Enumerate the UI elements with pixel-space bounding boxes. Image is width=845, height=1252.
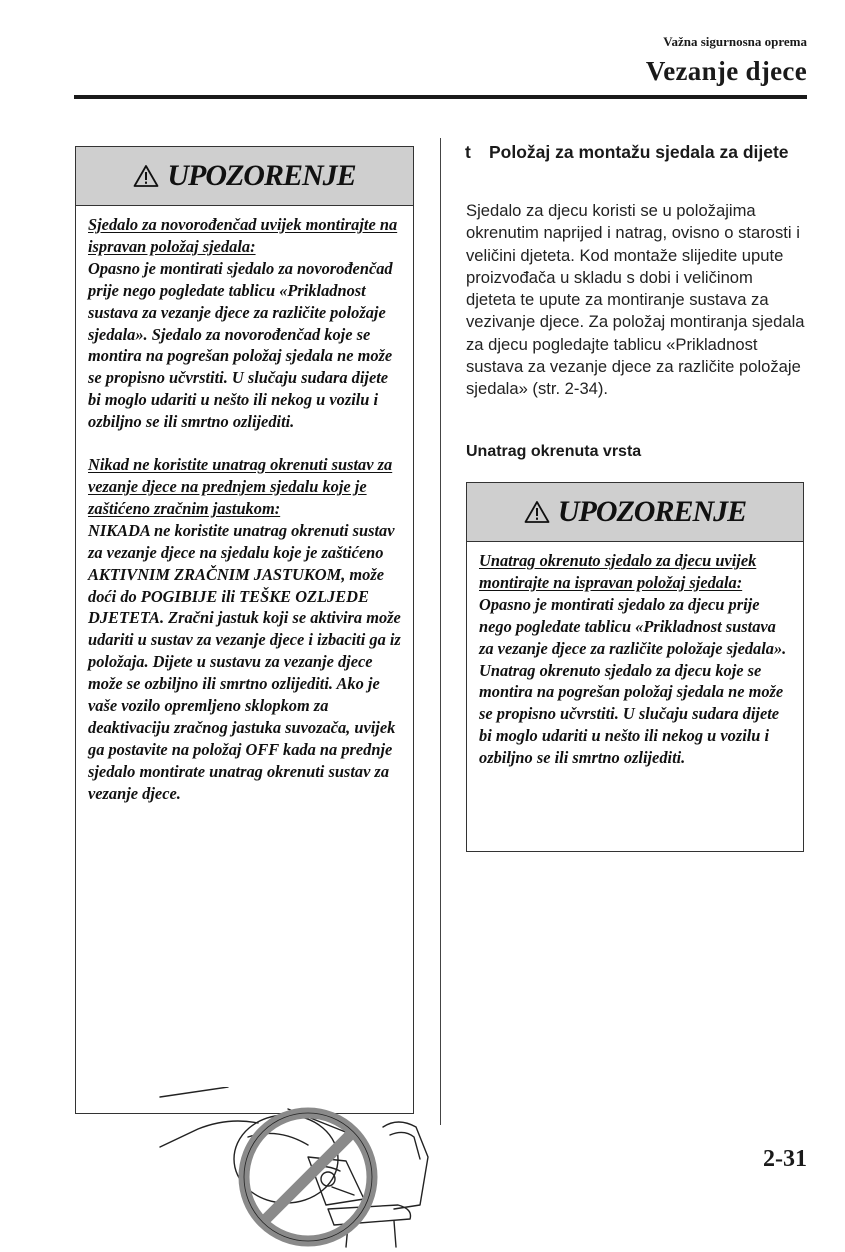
warning-triangle-icon [133,164,159,188]
warning-subheading: Nikad ne koristite unatrag okrenuti sustav za vezanje djece na prednjem sjedalu koje je zaštićeno zračnim jastukom: [88,455,393,518]
warning-body [467,542,803,777]
prohibited-airbag-illustration [158,1087,438,1252]
warning-body [76,206,413,813]
bullet-marker: t [465,142,471,162]
warning-paragraph: NIKADA ne koristite unatrag okrenuti sustav za vezanje djece na sjedalu koje je zaštićeno AKTIVNIM ZRAČNIM JASTUKOM, može doći do POGIBIJE ili TEŠKE OZLJEDE DJETETA. Zračni jastuk koji se aktivira može udariti u sustav za vezanje djece i izbaciti ga iz položaja. Dijete u sustavu za vezanje djece može se ozbiljno ili smrtno ozlijediti. Ako je vaše vozilo opremljeno sklopkom za deaktivaciju zračnog jastuka suvozača, uvijek ga postavite na položaj OFF kada na prednje sjedalo montirate unatrag okrenuti sustav za vezanje djece. [88,520,401,803]
warning-triangle-icon [524,500,550,524]
warning-box-rear-facing [466,482,804,852]
header-rule [74,95,807,99]
column-divider [440,138,441,1125]
warning-paragraph: Opasno je montirati sjedalo za djecu prije nego pogledate tablicu «Prikladnost sustava za vezanje djece za različite položaje sjedala». Unatrag okrenuto sjedalo za djecu koje se montira na pogrešan položaj sjedala ne može se propisno učvrstiti. U slučaju sudara dijete bi moglo udariti u nešto ili nekog u vozilu i ozbiljno se ili smrtno ozlijediti. [479,594,787,768]
warning-header [467,483,803,542]
page-number: 2-31 [763,1146,807,1172]
section-heading [465,140,805,164]
body-paragraph: Sjedalo za djecu koristi se u položajima okrenutim naprijed i natrag, ovisno o starosti i veličini djeteta. Kod montaže slijedite upute proizvođača u skladu s dobi i veličinom djeteta te upute za montiranje sustava za vezivanje djece. Za položaj montiranja sjedala za djecu pogledajte tablicu «Prikladnost sustava za vezanje djece za različite položaje sjedala» (str. 2-34). [466,201,805,399]
warning-box-airbag [75,146,414,1114]
warning-title: UPOZORENJE [167,159,356,192]
page-title: Vezanje djece [645,56,807,86]
subheading-rear-facing: Unatrag okrenuta vrsta [466,443,642,460]
warning-paragraph: Opasno je montirati sjedalo za novorođenčad prije nego pogledate tablicu «Prikladnost sustava za vezanje djece za različite položaje sjedala». Sjedalo za novorođenčad koje se montira na pogrešan položaj sjedala ne može se propisno učvrstiti. U slučaju sudara dijete bi moglo udariti u nešto ili nekog u vozilu i ozbiljno se ili smrtno ozlijediti. [88,258,393,432]
warning-subheading: Unatrag okrenuto sjedalo za djecu uvijek montirajte na ispravan položaj sjedala: [479,551,757,592]
warning-header [76,147,413,206]
warning-subheading: Sjedalo za novorođenčad uvijek montirajte na ispravan položaj sjedala: [88,215,398,256]
section-heading-text: Položaj za montažu sjedala za dijete [489,142,789,162]
section-label: Važna sigurnosna oprema [663,34,807,49]
warning-title: UPOZORENJE [557,495,747,528]
